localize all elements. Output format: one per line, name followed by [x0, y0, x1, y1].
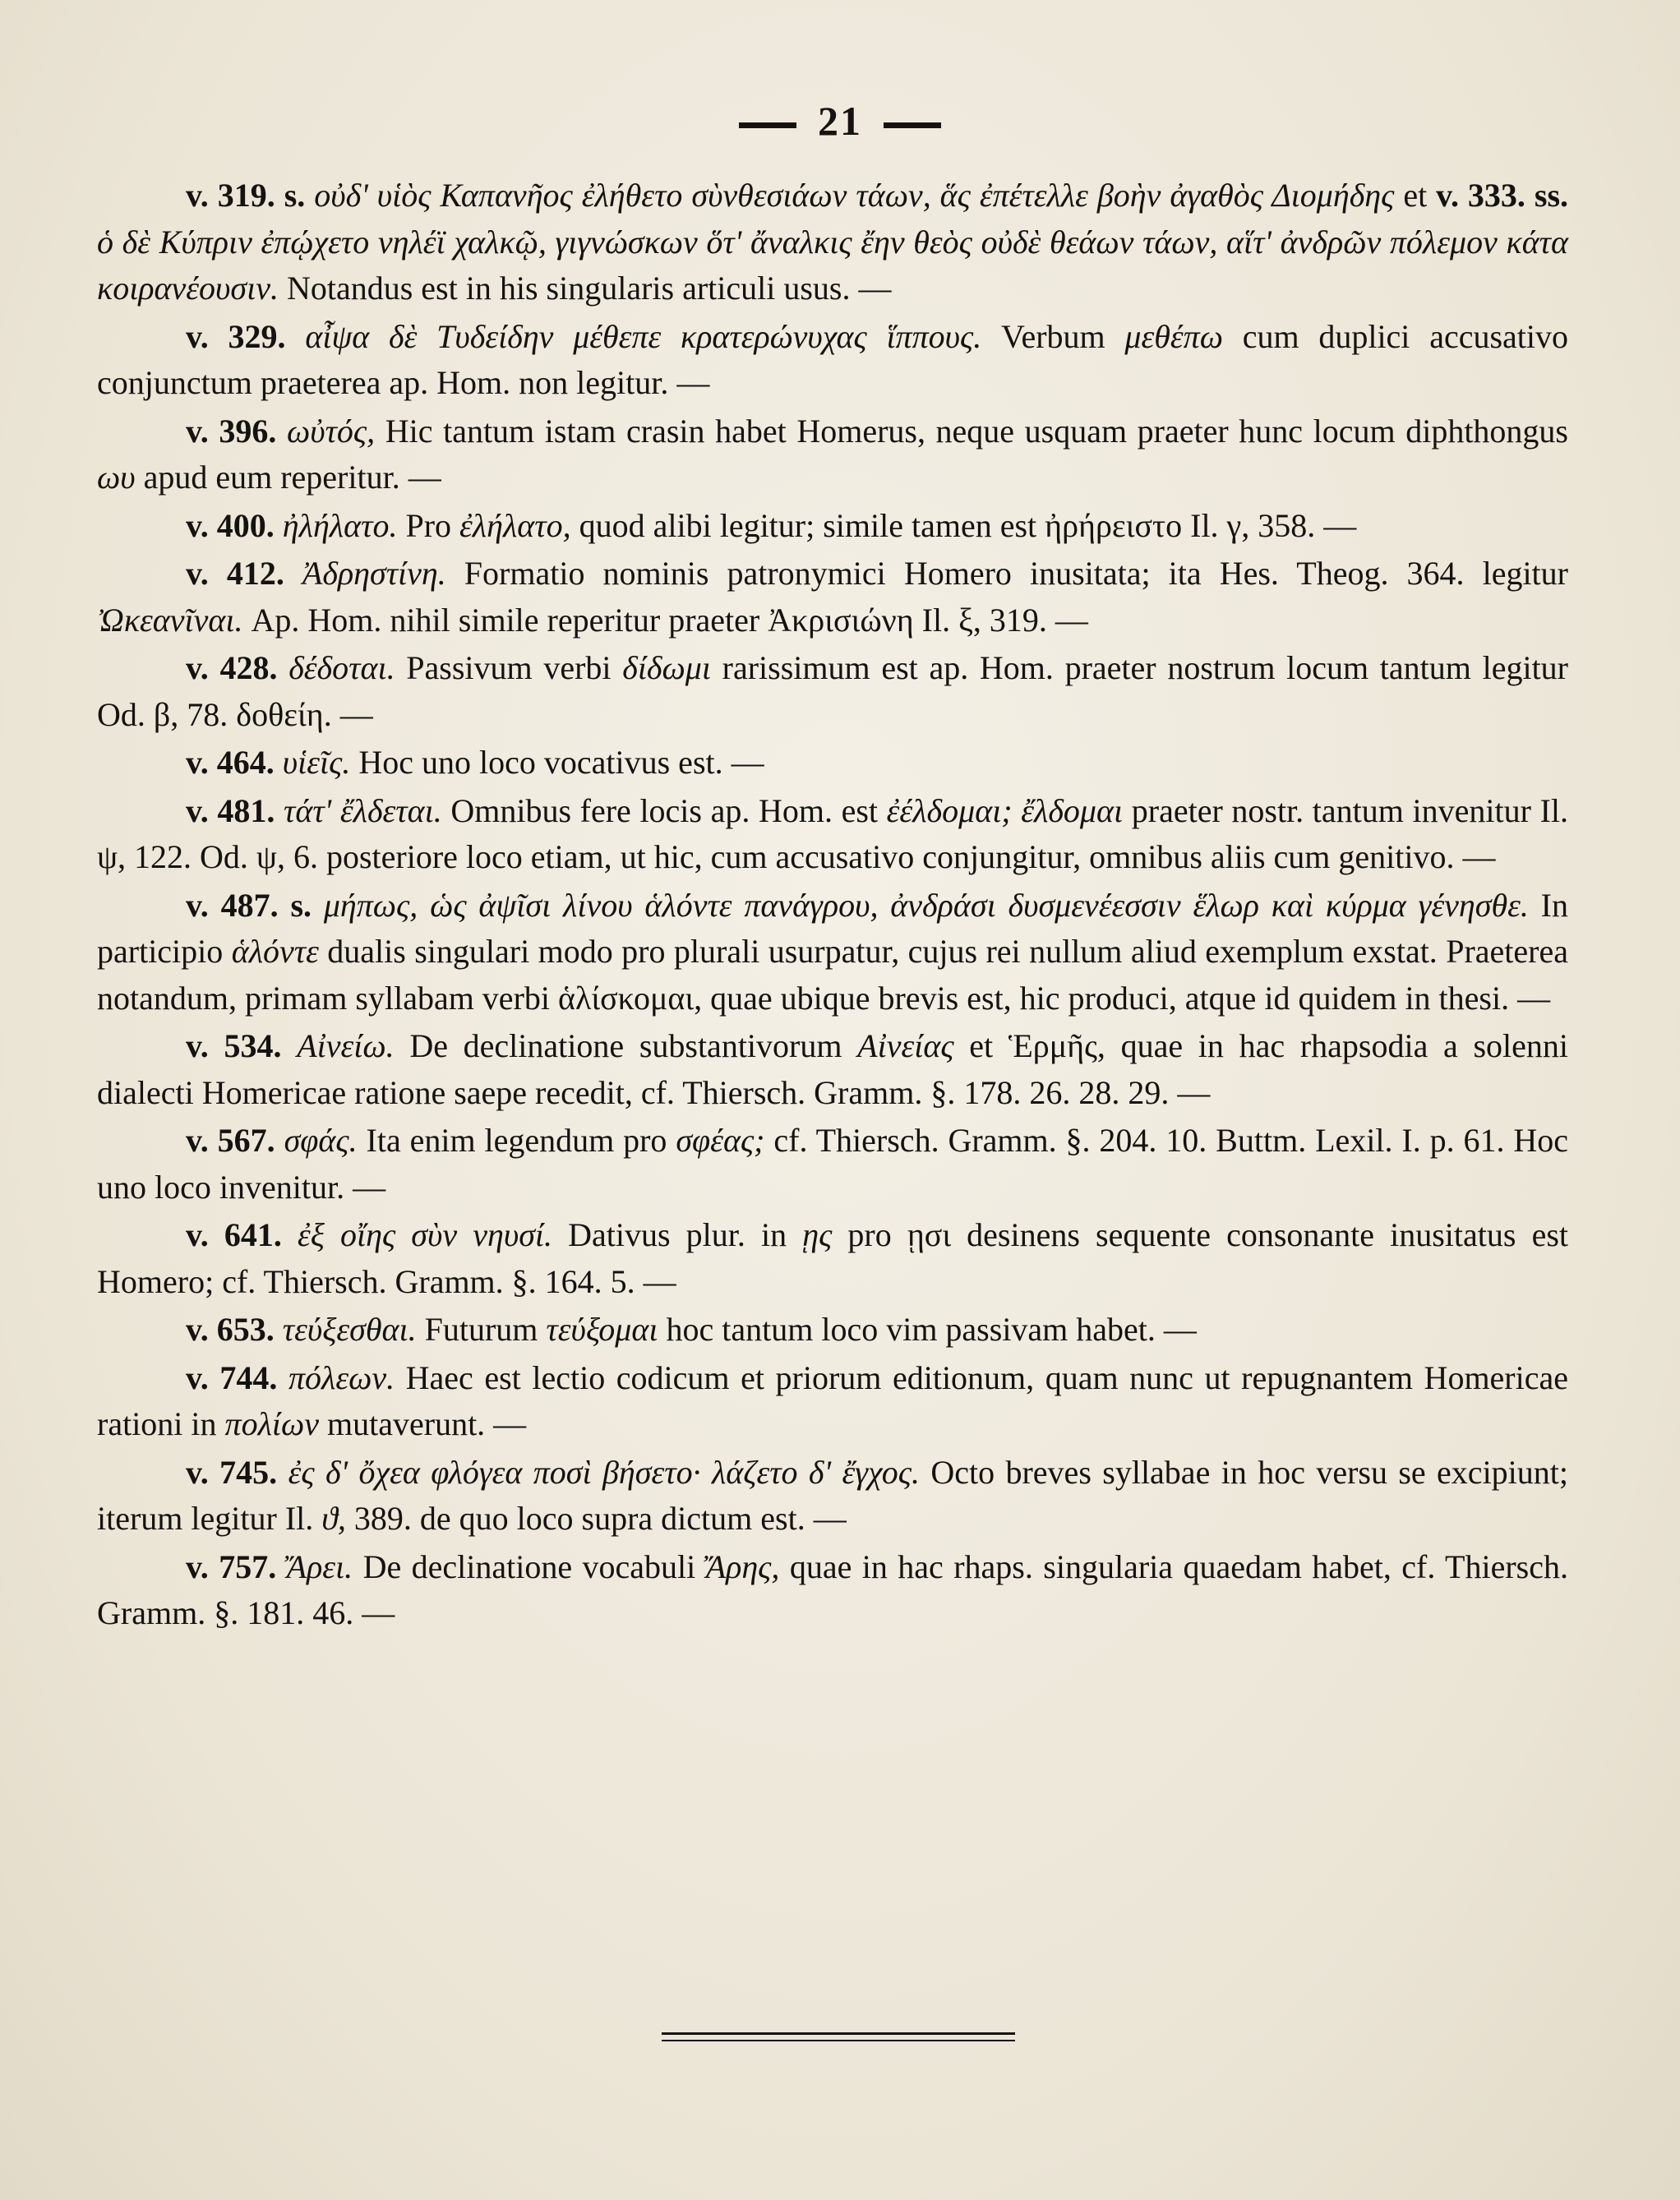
latin-note-tail: pro ῃσι desinens sequente consonante inusitatus est Homero; cf. Thiersch. Gramm. §. 164. 5. — [97, 1216, 1569, 1300]
latin-note-tail: Notandus est in his singularis articuli usus. — [278, 270, 892, 307]
greek-term: δίδωμι [622, 649, 711, 686]
page-number-dash-right [884, 122, 941, 128]
page-number [0, 97, 1680, 145]
verse-ref-secondary: v. 333. ss. [1436, 177, 1569, 214]
entry-v464 [97, 740, 1568, 786]
latin-note-tail: hoc tantum loco vim passivam habet. — [658, 1311, 1197, 1348]
verse-ref: v. 400. [186, 506, 275, 544]
latin-note: De declinatione substantivorum [394, 1027, 858, 1064]
greek-term: ἐλήλατο, [459, 506, 571, 544]
verse-ref: v. 641. [186, 1216, 282, 1253]
greek-quote: ωὐτός, [286, 412, 376, 450]
greek-quote: οὐδ' υἱὸς Καπανῆος ἐλήθετο σὺνθεσιάων τάων, ἅς ἐπέτελλε βοὴν ἀγαθὸς Διομήδης [314, 177, 1395, 214]
latin-note: Octo breves syllabae in hoc versu se excipiunt; iterum legitur Il. [97, 1453, 1569, 1537]
latin-note: Hic tantum istam crasin habet Homerus, neque usquam praeter hunc locum diphthongus [375, 412, 1569, 450]
greek-term: ῃς [802, 1216, 833, 1253]
greek-term: ωυ [97, 459, 136, 496]
latin-note: Haec est lectio codicum et priorum editionum, quam nunc ut repugnantem Homericae rationi in [97, 1358, 1569, 1442]
greek-term: τεύξομαι [546, 1311, 658, 1348]
greek-quote: πόλεων. [288, 1358, 395, 1396]
latin-note: De declinatione vocabuli [353, 1547, 706, 1585]
greek-term: Ἄρης, [705, 1547, 780, 1585]
greek-term: ϑ, [321, 1500, 346, 1537]
page-number-value: 21 [818, 98, 862, 144]
verse-ref: v. 757. [186, 1547, 277, 1585]
entry-v396 [97, 408, 1568, 501]
entry-v400 [97, 503, 1568, 550]
latin-note-tail: cf. Thiersch. Gramm. §. 204. 10. Buttm. Lexil. I. p. 61. Hoc uno loco invenitur. — [97, 1122, 1569, 1206]
verse-ref: v. 412. [186, 555, 284, 592]
latin-note: Hoc uno loco vocativus est. — [350, 744, 764, 781]
greek-quote: τάτ' ἔλδεται. [284, 791, 442, 829]
greek-term: πολίων [224, 1405, 320, 1442]
entry-v329 [97, 314, 1568, 407]
latin-note: Ita enim legendum pro [357, 1122, 676, 1159]
latin-note: Passivum verbi [395, 649, 623, 686]
entry-v412 [97, 551, 1568, 643]
latin-note-tail: quae in hac rhaps. singularia quaedam habet, cf. Thiersch. Gramm. §. 181. 46. — [97, 1547, 1568, 1631]
greek-term: μεθέπω [1124, 317, 1223, 355]
latin-note: Verbum [981, 317, 1125, 355]
greek-term: Ὠκεανῖναι. [97, 601, 243, 639]
greek-quote: δέδοται. [288, 649, 395, 686]
entry-v745 [97, 1450, 1568, 1543]
verse-ref: v. 464. [186, 744, 275, 781]
latin-note: Futurum [416, 1311, 547, 1348]
entry-v481 [97, 788, 1568, 881]
latin-note: In participio [97, 886, 1569, 970]
entry-v653 [97, 1307, 1568, 1354]
latin-note-tail: et Ἑρμῆς, quae in hac rhapsodia a solenni dialecti Homericae ratione saepe recedit, cf. Thiersch. Gramm. §. 178. 26. 28. 29. — [97, 1027, 1569, 1111]
greek-quote: Ἄρει. [286, 1547, 353, 1585]
entry-v319 [97, 173, 1568, 312]
verse-ref: v. 329. [186, 317, 286, 355]
greek-quote: ἐξ οἴης σὺν νηυσί. [298, 1216, 553, 1253]
latin-note-tail: rarissimum est ap. Hom. praeter nostrum locum tantum legitur Od. β, 78. δοθείη. — [97, 649, 1569, 733]
verse-ref: v. 745. [186, 1453, 278, 1491]
greek-quote: υἱεῖς. [282, 744, 351, 781]
latin-note: Formatio nominis patronymici Homero inusitata; ita Hes. Theog. 364. legitur [445, 555, 1568, 592]
latin-note-tail: Ap. Hom. nihil simile reperitur praeter Ἀκρισιώνη Il. ξ, 319. — [242, 601, 1088, 639]
verse-ref: v. 481. [186, 791, 275, 829]
verse-ref: v. 744. [186, 1358, 278, 1396]
entry-v757 [97, 1544, 1568, 1637]
latin-note-tail: dualis singulari modo pro plurali usurpatur, cujus rei nullum aliud exemplum exstat. Praeterea notandum, primam syllabam verbi ἁλίσκομαι, quae ubique brevis est, hic produci, atque id quidem in thesi. — [97, 933, 1568, 1017]
entry-v428 [97, 645, 1568, 738]
latin-note-tail: cum duplici accusativo conjunctum praeterea ap. Hom. non legitur. — [97, 317, 1568, 401]
entry-v744 [97, 1355, 1568, 1448]
greek-term: σφέας; [676, 1122, 765, 1159]
greek-quote: Ἀδρηστίνη. [302, 555, 446, 592]
greek-quote: Αἰνείω. [297, 1027, 395, 1064]
verse-ref: v. 567. [186, 1122, 275, 1159]
verse-ref: v. 534. [186, 1027, 282, 1064]
latin-note: Pro [397, 506, 460, 544]
greek-quote: ἐς δ' ὄχεα φλόγεα ποσὶ βήσετο· λάζετο δ' ἔγχος. [288, 1453, 920, 1491]
greek-quote: ἠλήλατο. [282, 506, 398, 544]
latin-note: Dativus plur. in [552, 1216, 803, 1253]
latin-note-tail: praeter nostr. tantum invenitur Il. ψ, 122. Od. ψ, 6. posteriore loco etiam, ut hic, cum accusativo conjungitur, omnibus aliis cum genitivo. — [97, 791, 1568, 875]
commentary-text [97, 173, 1568, 1639]
greek-term: ἁλόντε [231, 933, 319, 970]
latin-note: Omnibus fere locis ap. Hom. est [441, 791, 887, 829]
verse-ref: v. 396. [186, 412, 277, 450]
entry-v567 [97, 1118, 1568, 1211]
greek-quote-secondary: ὁ δὲ Κύπριν ἐπῴχετο νηλέϊ χαλκῷ, γιγνώσκων ὅτ' ἄναλκις ἔην θεὸς οὐδὲ θεάων τάων, αἵτ' ἀνδρῶν πόλεμον κάτα κοιρανέουσιν. [97, 223, 1568, 307]
greek-term: ἐέλδομαι; ἔλδομαι [886, 791, 1124, 829]
latin-note-tail: 389. de quo loco supra dictum est. — [345, 1500, 847, 1537]
latin-note-tail: apud eum reperitur. — [135, 459, 441, 496]
verse-ref: v. 428. [186, 649, 278, 686]
greek-quote: σφάς. [284, 1122, 358, 1159]
latin-note: et [1394, 177, 1437, 214]
page-number-dash-left [739, 122, 796, 128]
closing-rule [662, 2032, 1015, 2041]
greek-quote: τεύξεσθαι. [282, 1311, 417, 1348]
verse-ref: v. 653. [186, 1311, 275, 1348]
entry-v641 [97, 1212, 1568, 1305]
latin-note-tail: quod alibi legitur; simile tamen est ἠρήρειστο Il. γ, 358. — [570, 506, 1357, 544]
verse-ref: v. 487. s. [186, 886, 312, 924]
greek-term: Αἰνείας [857, 1027, 954, 1064]
verse-ref: v. 319. s. [186, 177, 306, 214]
greek-quote: μήπως, ὡς ἀψῖσι λίνου ἁλόντε πανάγρου, ἀνδράσι δυσμενέεσσιν ἕλωρ καὶ κύρμα γένησθε. [323, 886, 1529, 924]
latin-note-tail: mutaverunt. — [319, 1405, 527, 1442]
entry-v534 [97, 1023, 1568, 1116]
greek-quote: αἶψα δὲ Τυδείδην μέθεπε κρατερώνυχας ἵππους. [305, 317, 982, 355]
entry-v487 [97, 883, 1568, 1022]
